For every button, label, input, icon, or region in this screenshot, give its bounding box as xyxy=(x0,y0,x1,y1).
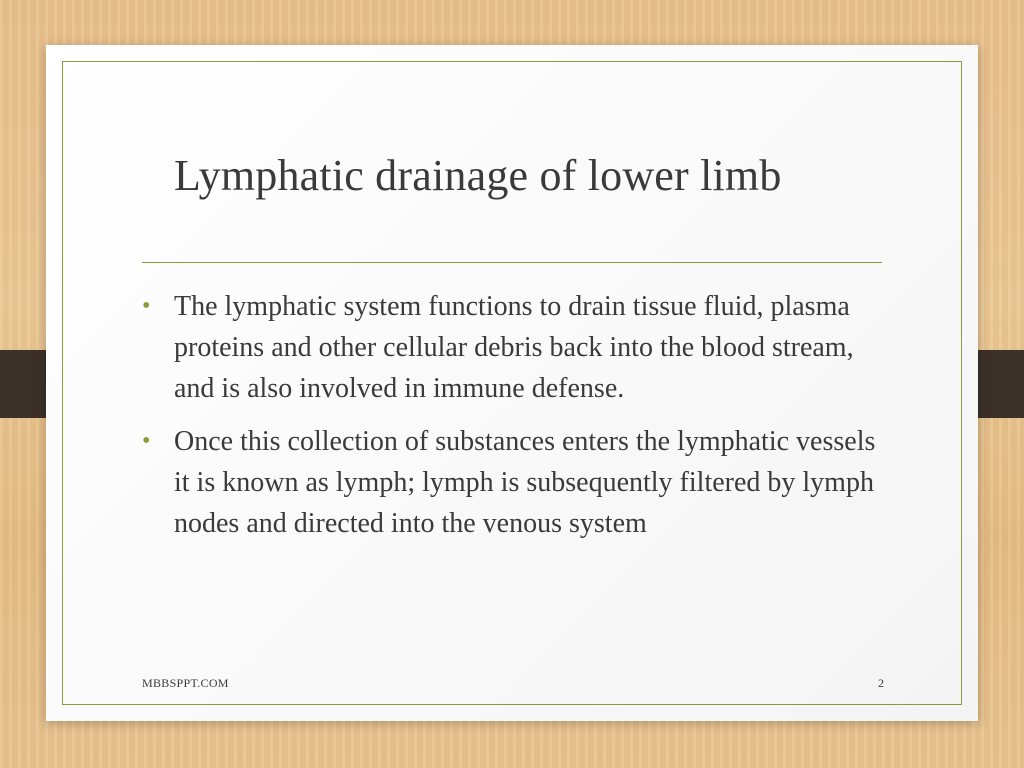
bullet-text: Once this collection of substances enters the lymphatic vessels it is known as lymph; lymph is subsequently filtered by lymph nodes and directed into the venous system xyxy=(174,426,876,539)
slide-title: Lymphatic drainage of lower limb xyxy=(174,151,782,200)
footer-text: MBBSPPT.COM xyxy=(142,676,229,690)
bullet-dot-icon: • xyxy=(142,428,151,454)
bullet-item xyxy=(142,286,882,409)
bullet-item xyxy=(142,421,882,544)
bullet-text: The lymphatic system functions to drain tissue fluid, plasma proteins and other cellular debris back into the blood stream, and is also involved in immune defense. xyxy=(174,291,854,404)
title-divider xyxy=(142,262,882,263)
page-number: 2 xyxy=(878,676,884,690)
bullet-dot-icon: • xyxy=(142,293,151,319)
bullet-list xyxy=(142,286,882,556)
